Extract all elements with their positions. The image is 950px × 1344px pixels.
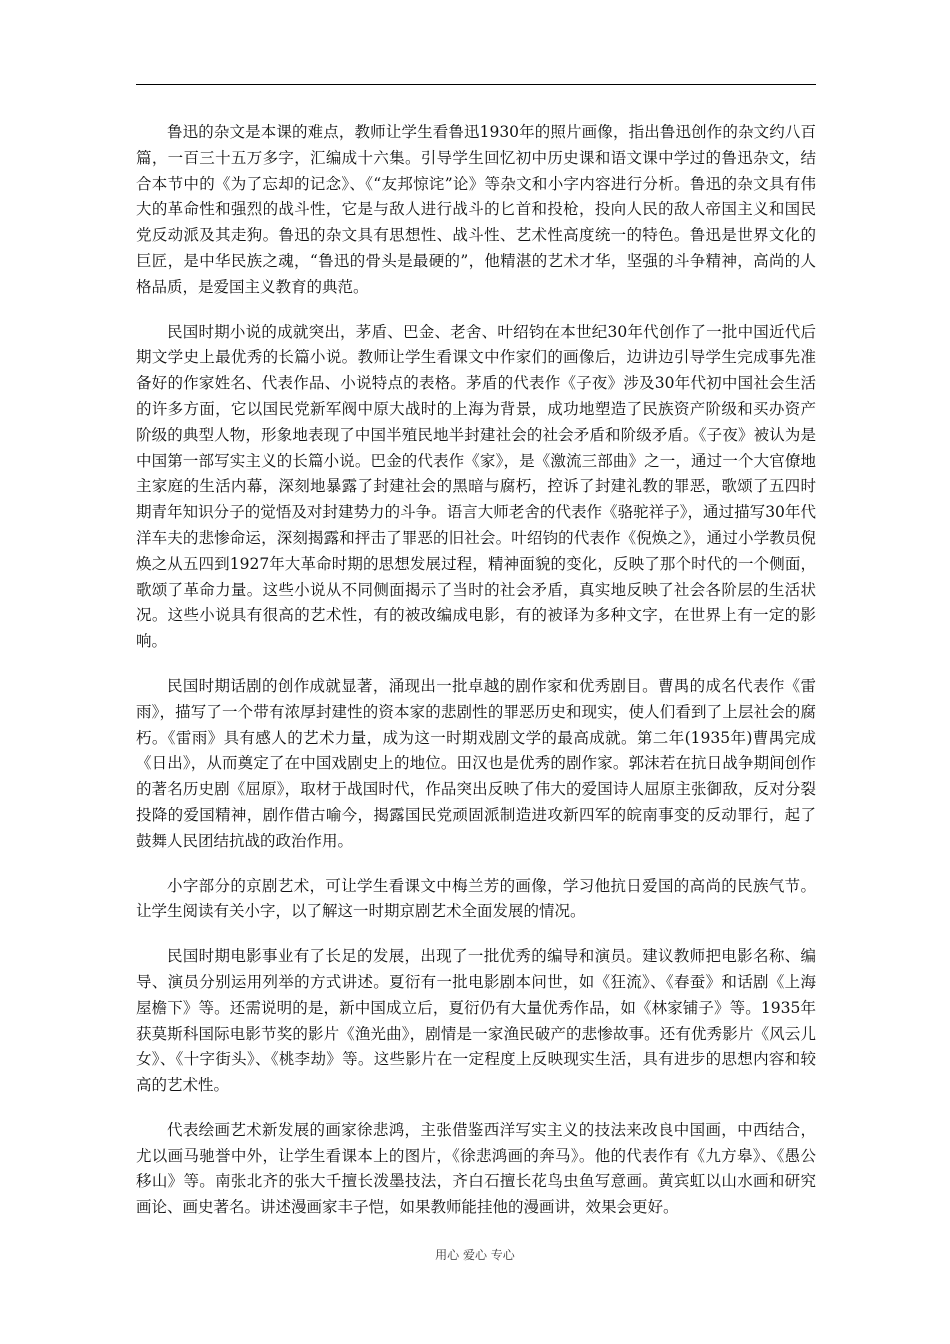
paragraph-lu-xun-essays: 鲁迅的杂文是本课的难点，教师让学生看鲁迅1930年的照片画像，指出鲁迅创作的杂文约八百篇，一百三十五万多字，汇编成十六集。引导学生回忆初中历史课和语文课中学过的鲁迅杂文，结合本节中的《为了忘却的记念》、《“友邦惊诧”论》等杂文和小字内容进行分析。鲁迅的杂文具有伟大的革命性和强烈的战斗性，它是与敌人进行战斗的匕首和投枪，投向人民的敌人帝国主义和国民党反动派及其走狗。鲁迅的杂文具有思想性、战斗性、艺术性高度统一的特色。鲁迅是世界文化的巨匠，是中华民族之魂，“鲁迅的骨头是最硬的”，他精湛的艺术才华，坚强的斗争精神，高尚的人格品质，是爱国主义教育的典范。 bbox=[136, 123, 816, 296]
paragraph-painting: 代表绘画艺术新发展的画家徐悲鸿，主张借鉴西洋写实主义的技法来改良中国画，中西结合，尤以画马驰誉中外，让学生看课本上的图片，《徐悲鸿画的奔马》。他的代表作有《九方皋》、《愚公移山》等。南张北齐的张大千擅长泼墨技法，齐白石擅长花鸟虫鱼写意画。黄宾虹以山水画和研究画论、画史著名。讲述漫画家丰子恺，如果教师能挂他的漫画讲，效果会更好。 bbox=[136, 1120, 816, 1217]
paragraph-peking-opera: 小字部分的京剧艺术，可让学生看课文中梅兰芳的画像，学习他抗日爱国的高尚的民族气节。让学生阅读有关小字，以了解这一时期京剧艺术全面发展的情况。 bbox=[136, 876, 816, 921]
header-rule bbox=[136, 84, 816, 85]
document-body bbox=[136, 120, 816, 1240]
paragraph-drama: 民国时期话剧的创作成就显著，涌现出一批卓越的剧作家和优秀剧目。曹禺的成名代表作《雷雨》，描写了一个带有浓厚封建性的资本家的悲剧性的罪恶历史和现实，使人们看到了上层社会的腐朽。《雷雨》具有感人的艺术力量，成为这一时期戏剧文学的最高成就。第二年(1935年)曹禺完成《日出》，从而奠定了在中国戏剧史上的地位。田汉也是优秀的剧作家。郭沫若在抗日战争期间创作的著名历史剧《屈原》，取材于战国时代，作品突出反映了伟大的爱国诗人屈原主张御敌，反对分裂投降的爱国精神，剧作借古喻今，揭露国民党顽固派制造进攻新四军的皖南事变的反动罪行，起了鼓舞人民团结抗战的政治作用。 bbox=[136, 676, 816, 850]
paragraph-novels: 民国时期小说的成就突出，茅盾、巴金、老舍、叶绍钧在本世纪30年代创作了一批中国近代后期文学史上最优秀的长篇小说。教师让学生看课文中作家们的画像后，边讲边引导学生完成事先准备好的作家姓名、代表作品、小说特点的表格。茅盾的代表作《子夜》涉及30年代初中国社会生活的许多方面，它以国民党新军阀中原大战时的上海为背景，成功地塑造了民族资产阶级和买办资产阶级的典型人物，形象地表现了中国半殖民地半封建社会的社会矛盾和阶级矛盾。《子夜》被认为是中国第一部写实主义的长篇小说。巴金的代表作《家》，是《激流三部曲》之一，通过一个大官僚地主家庭的生活内幕，深刻地暴露了封建社会的黑暗与腐朽，控诉了封建礼教的罪恶，歌颂了五四时期青年知识分子的觉悟及对封建势力的斗争。语言大师老舍的代表作《骆驼祥子》，通过描写30年代洋车夫的悲惨命运，深刻揭露和抨击了罪恶的旧社会。叶绍钧的代表作《倪焕之》，通过小学教员倪焕之从五四到1927年大革命时期的思想发展过程，精神面貌的变化，反映了那个时代的一个侧面，歌颂了革命力量。这些小说从不同侧面揭示了当时的社会矛盾，真实地反映了社会各阶层的生活状况。这些小说具有很高的艺术性，有的被改编成电影，有的被译为多种文字，在世界上有一定的影响。 bbox=[136, 322, 816, 651]
paragraph-film: 民国时期电影事业有了长足的发展，出现了一批优秀的编导和演员。建议教师把电影名称、编导、演员分别运用列举的方式讲述。夏衍有一批电影剧本问世，如《狂流》、《春蚕》和话剧《上海屋檐下》等。还需说明的是，新中国成立后，夏衍仍有大量优秀作品，如《林家铺子》等。1935年获莫斯科国际电影节奖的影片《渔光曲》，剧情是一家渔民破产的悲惨故事。还有优秀影片《风云儿女》、《十字街头》、《桃李劫》等。这些影片在一定程度上反映现实生活，具有进步的思想内容和较高的艺术性。 bbox=[136, 947, 816, 1095]
page-footer: 用心 爱心 专心 bbox=[435, 1248, 515, 1262]
